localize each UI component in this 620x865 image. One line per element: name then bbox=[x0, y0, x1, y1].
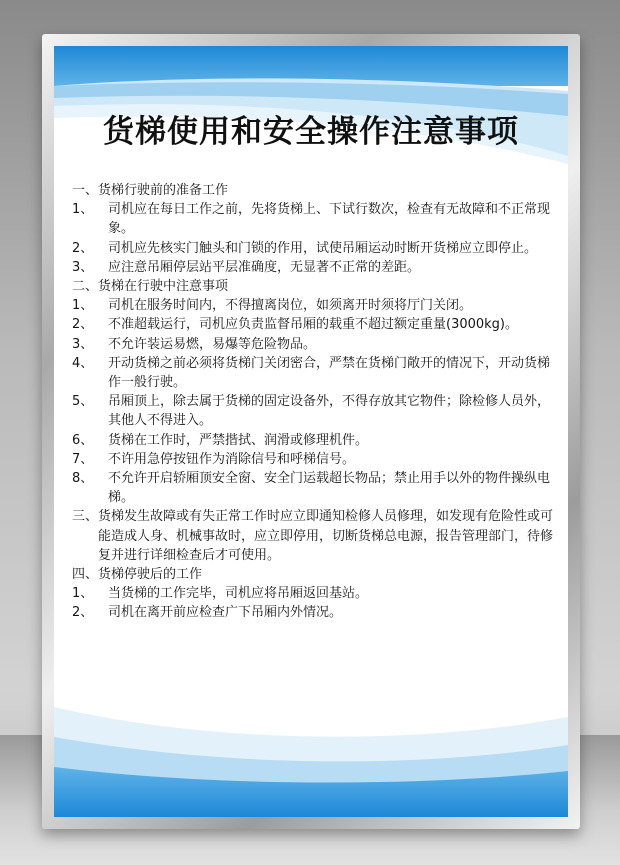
list-item bbox=[72, 258, 556, 277]
rules-content bbox=[72, 181, 556, 623]
list-item bbox=[72, 200, 556, 238]
item-number: 2、 bbox=[72, 240, 94, 256]
section-heading: 一、货梯行驶前的准备工作 bbox=[72, 183, 229, 198]
item-number: 1、 bbox=[72, 586, 94, 602]
item-text: 不允许开启轿厢顶安全窗、安全门运载超长物品；禁止用手以外的物件操纵电梯。 bbox=[108, 471, 551, 506]
section-text: 货梯发生故障或有失正常工作时应立即通知检修人员修理，如发现有危险性或可能造成人身、机械事故时，应立即停用，切断货梯总电源，报告管理部门，待修复并进行详细检查后才可使用。 bbox=[98, 509, 554, 563]
section-heading: 二、货梯在行驶中注意事项 bbox=[72, 279, 229, 295]
item-text: 吊厢顶上，除去属于货梯的固定设备外，不得存放其它物件；除检修人员外，其他人不得进入。 bbox=[108, 394, 551, 429]
list-item bbox=[72, 335, 556, 354]
list-item bbox=[72, 603, 556, 622]
item-number: 2、 bbox=[72, 317, 94, 333]
item-text: 当货梯的工作完毕，司机应将吊厢返回基站。 bbox=[108, 586, 369, 602]
item-number: 7、 bbox=[72, 451, 94, 467]
section-paragraph bbox=[72, 507, 556, 565]
item-number: 8、 bbox=[72, 471, 94, 487]
item-number: 5、 bbox=[72, 394, 94, 410]
list-item bbox=[72, 296, 556, 315]
item-text: 不允许装运易燃，易爆等危险物品。 bbox=[108, 336, 317, 352]
list-item bbox=[72, 354, 556, 392]
item-number: 6、 bbox=[72, 432, 94, 448]
item-number: 1、 bbox=[72, 202, 94, 218]
list-item bbox=[72, 584, 556, 603]
item-number: 3、 bbox=[72, 336, 94, 352]
item-text: 不准超载运行，司机应负责监督吊厢的载重不超过额定重量(3000kg)。 bbox=[108, 317, 519, 333]
item-text: 司机在服务时间内，不得擅离岗位，如须离开时须将厅门关闭。 bbox=[108, 298, 473, 314]
item-text: 司机在离开前应检查广下吊厢内外情况。 bbox=[108, 605, 343, 621]
section-number: 三、 bbox=[72, 509, 99, 525]
bottom-wave-decoration bbox=[54, 687, 568, 817]
item-text: 货梯在工作时，严禁揩拭、润滑或修理机件。 bbox=[108, 432, 369, 448]
item-text: 应注意吊厢停层站平层准确度，无显著不正常的差距。 bbox=[108, 259, 421, 275]
list-item bbox=[72, 450, 556, 469]
sign-board bbox=[54, 46, 568, 817]
item-number: 4、 bbox=[72, 355, 94, 371]
list-item bbox=[72, 392, 556, 430]
item-number: 3、 bbox=[72, 259, 94, 275]
item-text: 开动货梯之前必须将货梯门关闭密合，严禁在货梯门敞开的情况下，开动货梯作一般行驶。 bbox=[108, 355, 551, 391]
list-item bbox=[72, 239, 556, 258]
item-text: 司机应先核实门触头和门锁的作用，试使吊厢运动时断开货梯应立即停止。 bbox=[108, 240, 538, 256]
list-item bbox=[72, 469, 556, 507]
sign-title: 货梯使用和安全操作注意事项 bbox=[103, 114, 519, 150]
list-item bbox=[72, 431, 556, 450]
item-text: 司机应在每日工作之前，先将货梯上、下试行数次，检查有无故障和不正常现象。 bbox=[108, 202, 551, 237]
section-heading: 四、货梯停驶后的工作 bbox=[72, 567, 203, 583]
list-item bbox=[72, 315, 556, 334]
item-number: 2、 bbox=[72, 605, 94, 621]
item-text: 不许用急停按钮作为消除信号和呼梯信号。 bbox=[108, 451, 356, 467]
sign-frame bbox=[42, 34, 580, 829]
item-number: 1、 bbox=[72, 298, 94, 314]
